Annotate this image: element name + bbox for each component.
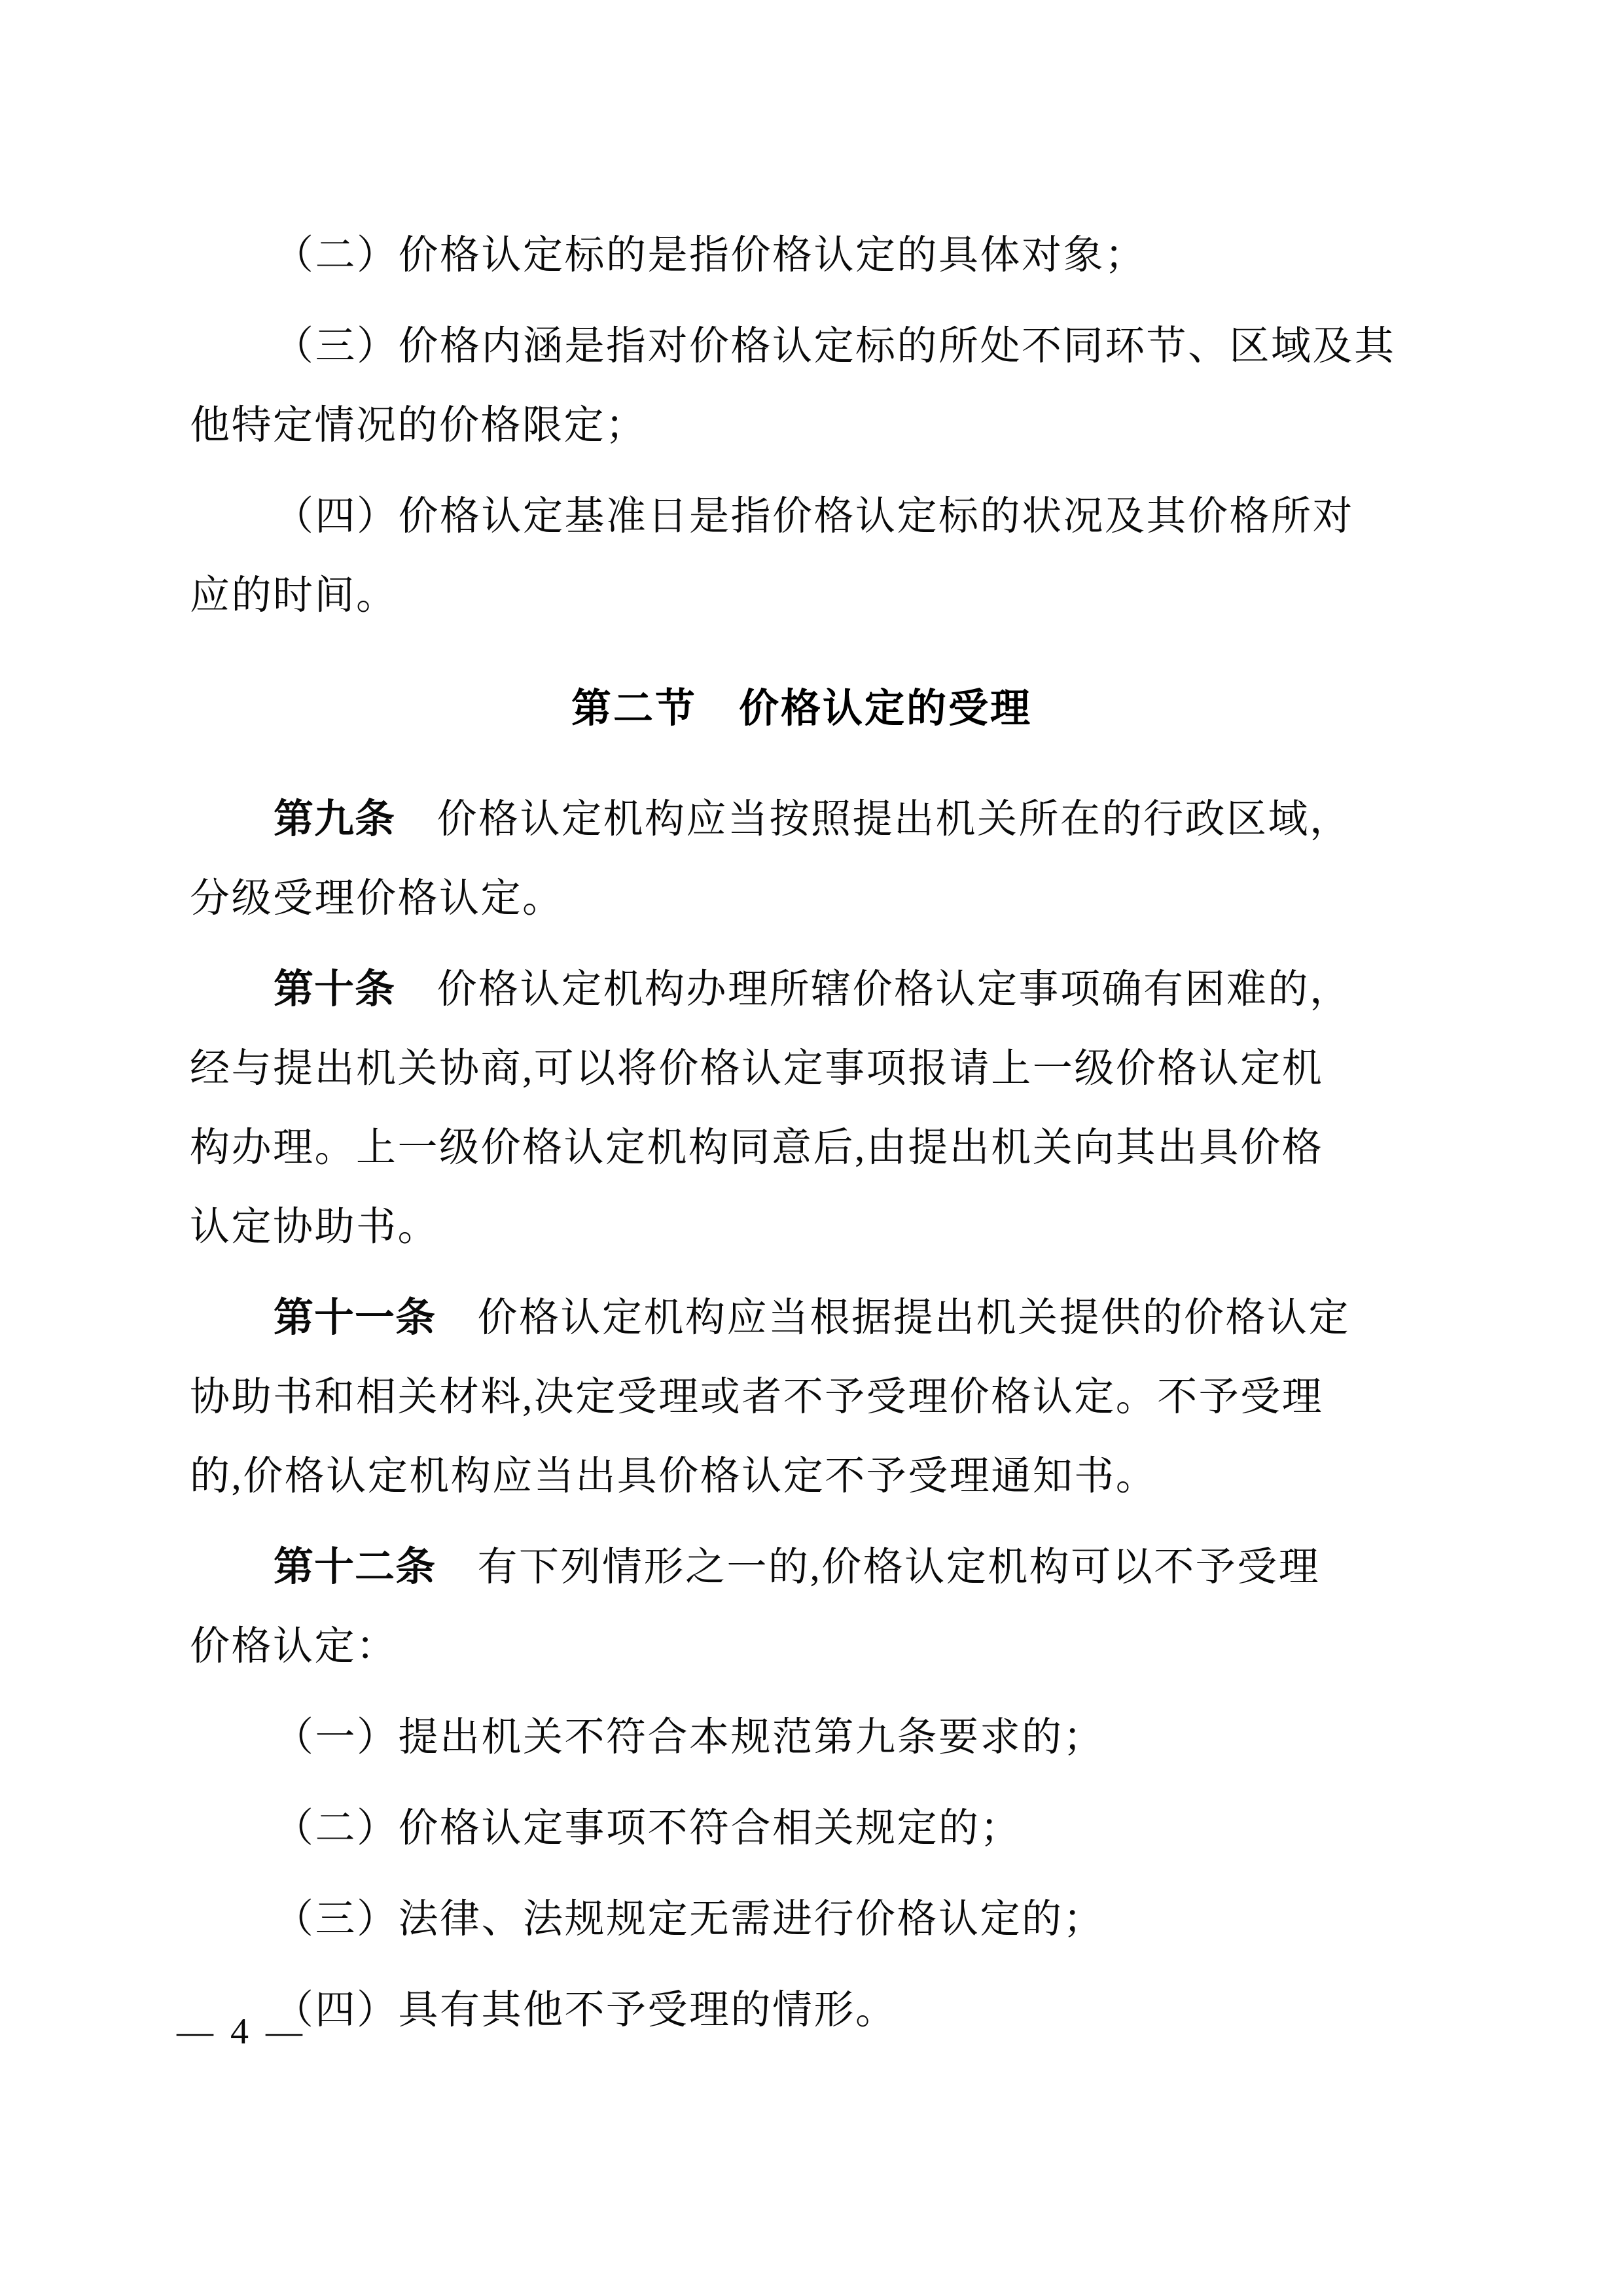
heading-space-below [190, 749, 1433, 780]
article-first-line [190, 1279, 1433, 1358]
article-text: 价格认定机构应当根据提出机关提供的价格认定 [436, 1296, 1351, 1340]
line-gap [190, 1777, 1433, 1789]
article-line: 分级受理价格认定。 [190, 877, 564, 921]
list-item: （一）提出机关不符合本规范第九条要求的； [274, 1716, 1105, 1759]
article-number: 第九条 [274, 798, 396, 841]
article-text: 有下列情形之一的,价格认定机构可以不予受理 [436, 1545, 1321, 1589]
list-item: （二）价格认定标的是指价格认定的具体对象； [274, 234, 1147, 277]
list-item: （三）价格内涵是指对价格认定标的所处不同环节、区域及其 [274, 325, 1396, 368]
article-line: 协助书和相关材料,决定受理或者不予受理价格认定。不予受理 [190, 1375, 1324, 1419]
article-line: 认定协助书。 [190, 1205, 440, 1249]
article-number: 第十条 [274, 968, 396, 1012]
line-gap [190, 1267, 1433, 1279]
article-line: 构办理。上一级价格认定机构同意后,由提出机关向其出具价格 [190, 1126, 1324, 1170]
heading-space-above [190, 635, 1433, 669]
article-line: 经与提出机关协商,可以将价格认定事项报请上一级价格认定机 [190, 1047, 1324, 1091]
article-number: 第十一条 [274, 1296, 437, 1340]
list-item: （四）具有其他不予受理的情形。 [274, 1988, 897, 2032]
article-line: 价格认定： [190, 1625, 398, 1669]
list-item: （二）价格认定事项不符合相关规定的； [274, 1807, 1022, 1850]
line-gap [190, 1868, 1433, 1880]
page-number: — 4 — [177, 2011, 306, 2052]
list-item-continuation: 应的时间。 [190, 574, 398, 618]
article-first-line [190, 1528, 1433, 1607]
line-gap [190, 938, 1433, 950]
article-line: 的,价格认定机构应当出具价格认定不予受理通知书。 [190, 1455, 1158, 1498]
article-first-line [190, 780, 1433, 859]
section-heading: 第二节 价格认定的受理 [571, 687, 1032, 731]
list-item-continuation: 他特定情况的价格限定； [190, 404, 647, 448]
article-number: 第十二条 [274, 1545, 437, 1589]
line-gap [190, 465, 1433, 477]
article-text: 价格认定机构应当按照提出机关所在的行政区域， [395, 798, 1351, 841]
line-gap [190, 1959, 1433, 1971]
article-text: 价格认定机构办理所辖价格认定事项确有困难的， [395, 968, 1351, 1012]
page-text-block [190, 216, 1433, 2050]
line-gap [190, 295, 1433, 307]
article-first-line [190, 950, 1433, 1029]
list-item: （三）法律、法规规定无需进行价格认定的； [274, 1898, 1105, 1941]
line-gap [190, 1686, 1433, 1698]
line-gap [190, 1516, 1433, 1528]
list-item: （四）价格认定基准日是指价格认定标的状况及其价格所对 [274, 495, 1355, 539]
